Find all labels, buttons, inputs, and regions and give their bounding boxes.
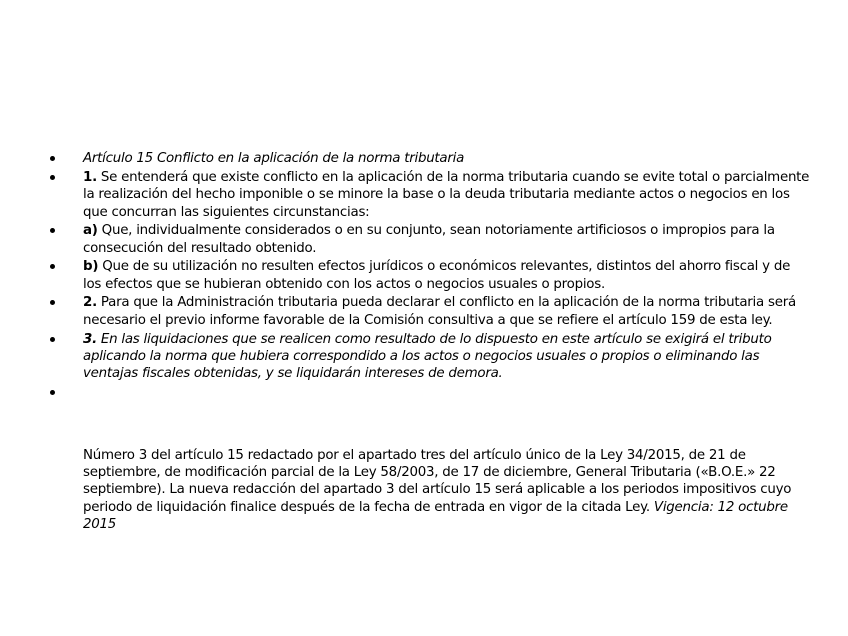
list-item	[50, 331, 810, 383]
list-item	[50, 150, 810, 167]
note-text: Número 3 del artículo 15 redactado por el apartado tres del artículo único de la Ley 34/2015, de 21 de septiembre, de modificación parcial de la Ley 58/2003, de 17 de diciembre, General Tributaria («B.O.E.» 22 septiembre). La nueva redacción del apartado 3 del artículo 15 será aplicable a los periodos impositivos cuyo periodo de liquidación finalice después de la fecha de entrada en vigor de la citada Ley.	[83, 448, 792, 515]
item-text: Para que la Administración tributaria pueda declarar el conflicto en la aplicación de la norma tributaria será necesario el previo informe favorable de la Comisión consultiva a que se refiere el artículo 159 de esta ley.	[83, 295, 796, 328]
list-item	[50, 169, 810, 221]
item-text: Que, individualmente considerados o en su conjunto, sean notoriamente artificiosos o impropios para la consecución del resultado obtenido.	[83, 223, 775, 256]
bullet-icon	[50, 294, 60, 305]
amendment-note	[83, 447, 813, 533]
item-text: En las liquidaciones que se realicen como resultado de lo dispuesto en este artículo se exigirá el tributo aplicando la norma que hubiera correspondido a los actos o negocios usuales o propios o eliminando las ventajas fiscales obtenidas, y se liquidarán intereses de demora.	[83, 331, 772, 382]
article-title: Artículo 15 Conflicto en la aplicación de la norma tributaria	[83, 151, 465, 166]
list-item	[50, 258, 810, 293]
list-item	[50, 222, 810, 257]
list-item-empty	[50, 384, 810, 401]
item-number: b)	[83, 259, 99, 275]
item-number: a)	[83, 223, 98, 239]
item-number: 1.	[83, 169, 97, 185]
item-text: Se entenderá que existe conflicto en la aplicación de la norma tributaria cuando se evite total o parcialmente la realización del hecho imponible o se minore la base o la deuda tributaria mediante actos o negocios en los que concurran las siguientes circunstancias:	[83, 169, 810, 220]
vigencia-text: Vigencia: 12 octubre 2015	[83, 499, 788, 532]
item-number: 2.	[83, 295, 97, 311]
bullet-icon	[50, 384, 60, 395]
bullet-icon	[50, 258, 60, 269]
item-number: 3.	[83, 331, 97, 347]
bullet-icon	[50, 331, 60, 342]
bullet-list	[50, 150, 810, 403]
item-text: Que de su utilización no resulten efectos jurídicos o económicos relevantes, distintos del ahorro fiscal y de los efectos que se hubieran obtenido con los actos o negocios usuales o propios.	[83, 259, 791, 292]
list-item	[50, 294, 810, 329]
bullet-icon	[50, 222, 60, 233]
bullet-icon	[50, 169, 60, 180]
bullet-icon	[50, 150, 60, 161]
